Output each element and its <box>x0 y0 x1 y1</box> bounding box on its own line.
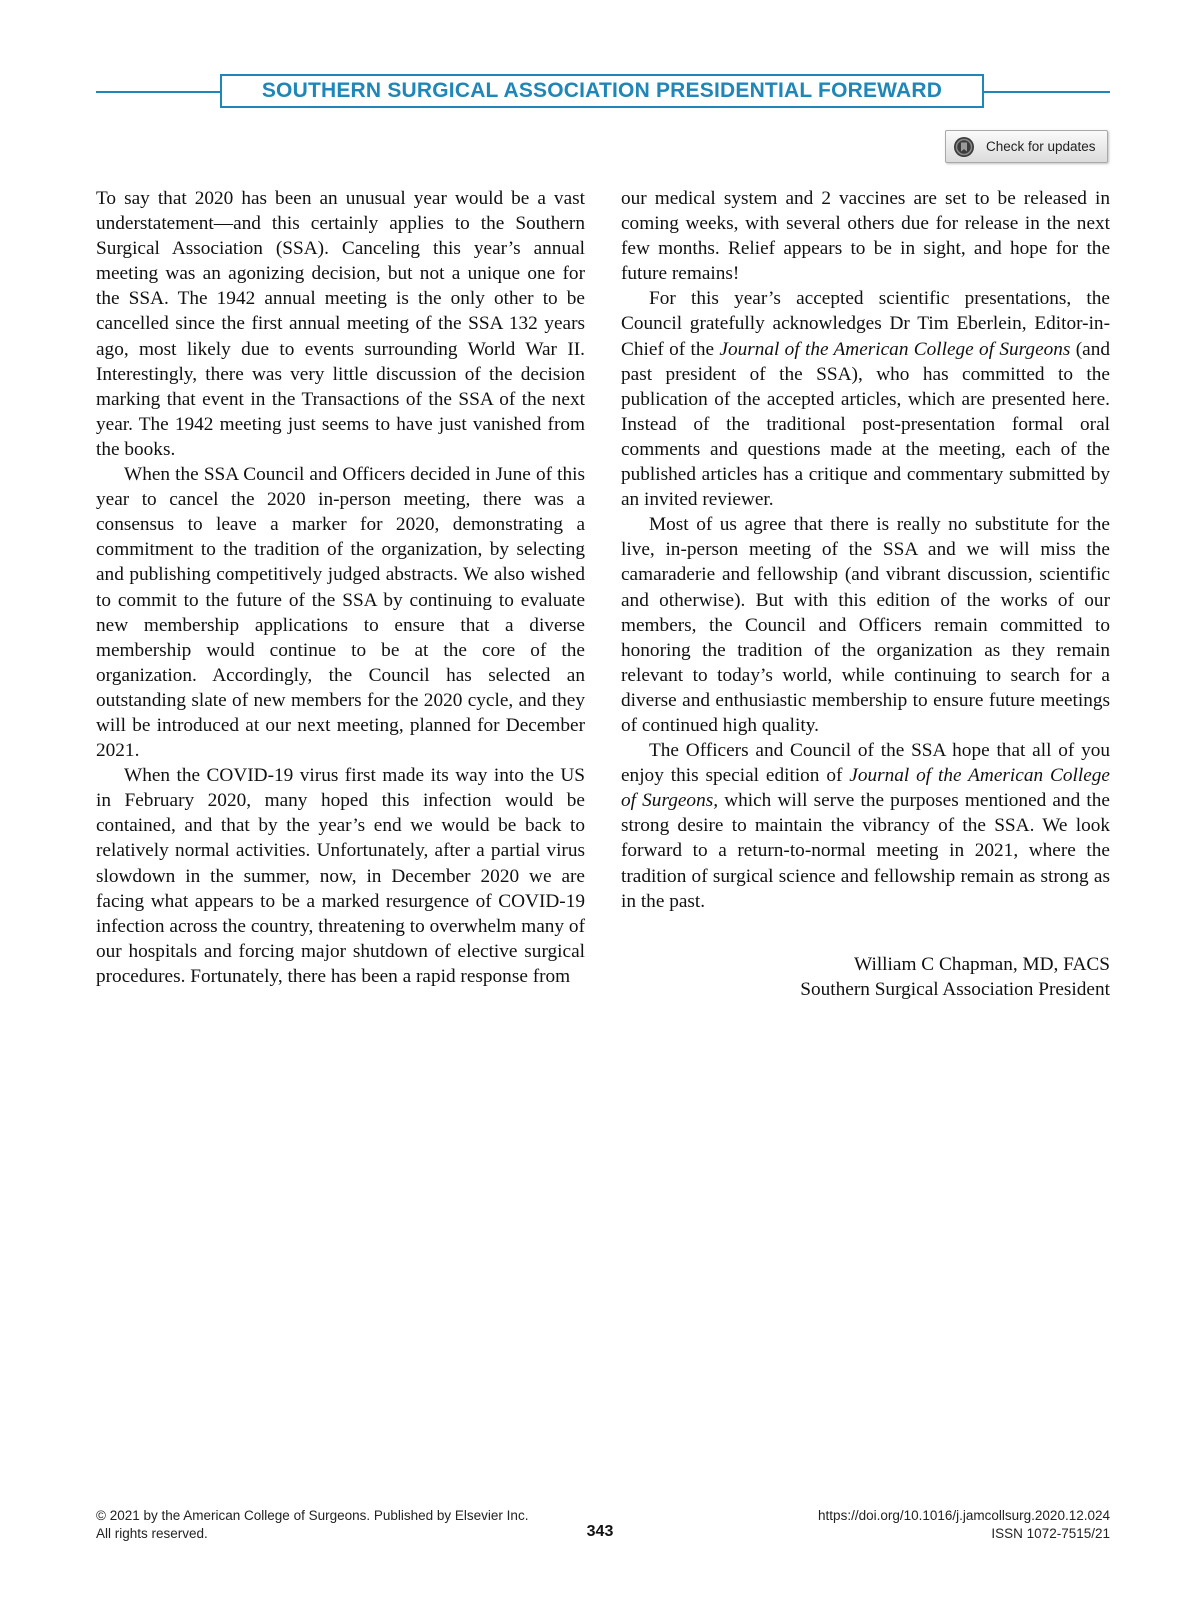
journal-title: Journal of the American College of Surgeons, <box>621 765 1110 812</box>
header-rule-left <box>96 91 220 93</box>
text-run: (and past president of the SSA), who has committed to the publication of the accepted articles, which are presented here. Instead of the traditional post-presentation formal oral comments and questions made at the meeting, each of the published articles has a critique and commentary submitted by an invited reviewer. <box>621 338 1110 511</box>
footer-copyright <box>96 1507 528 1543</box>
paragraph <box>621 286 1110 512</box>
bookmark-icon <box>954 137 974 157</box>
paragraph: our medical system and 2 vaccines are set to be released in coming weeks, with several others due for release in the next few months. Relief appears to be in sight, and hope for the future remains! <box>621 188 1110 285</box>
paragraph: When the SSA Council and Officers decided in June of this year to cancel the 2020 in-person meeting, there was a consensus to leave a marker for 2020, demonstrating a commitment to the tradition of the organization, by selecting and publishing competitively judged abstracts. We also wished to commit to the future of the SSA by continuing to evaluate new membership applications to ensure that a diverse membership would continue to be at the core of the organization. Accordingly, the Council has selected an outstanding slate of new members for the 2020 cycle, and they will be introduced at our next meeting, planned for December 2021. <box>96 464 585 762</box>
rights-text: All rights reserved. <box>96 1526 208 1541</box>
text-run: which will serve the purposes mentioned and the strong desire to maintain the vibrancy of the SSA. We look forward to a return-to-normal meeting in 2021, where the tradition of surgical science and fellowship remain as strong as in the past. <box>621 790 1110 912</box>
paragraph: Most of us agree that there is really no substitute for the live, in-person meeting of the SSA and we will miss the camaraderie and fellowship (and vibrant discussion, scientific and otherwise). But with this edition of the works of our members, the Council and Officers remain committed to honoring the tradition of the organization as they remain relevant to today’s world, while continuing to search for a diverse and enthusiastic membership to ensure future meetings of continued high quality. <box>621 514 1110 736</box>
doi-link[interactable]: https://doi.org/10.1016/j.jamcollsurg.2020.12.024 <box>818 1508 1110 1523</box>
paragraph <box>621 738 1110 914</box>
check-for-updates-button[interactable] <box>945 130 1108 163</box>
signature-title: Southern Surgical Association President <box>800 978 1110 1000</box>
article-column-right <box>621 186 1110 1002</box>
issn-text: ISSN 1072-7515/21 <box>991 1526 1110 1541</box>
article-column-left <box>96 186 585 989</box>
paragraph: When the COVID-19 virus first made its way into the US in February 2020, many hoped this infection would be contained, and that by the year’s end we would be back to relatively normal activities. Unfortunately, after a partial virus slowdown in the summer, now, in December 2020 we are facing what appears to be a marked resurgence of COVID-19 infection across the country, threatening to overwhelm many of our hospitals and forcing major shutdown of elective surgical procedures. Fortunately, there has been a rapid response from <box>96 765 585 987</box>
header-rule-right <box>984 91 1110 93</box>
copyright-text: © 2021 by the American College of Surgeons. Published by Elsevier Inc. <box>96 1508 529 1523</box>
journal-title: Journal of the American College of Surgeons <box>719 338 1071 360</box>
paragraph: To say that 2020 has been an unusual year would be a vast understatement—and this certainly applies to the Southern Surgical Association (SSA). Canceling this year’s annual meeting was an agonizing decision, but not a unique one for the SSA. The 1942 annual meeting is the only other to be cancelled since the first annual meeting of the SSA 132 years ago, most likely due to events surrounding World War II. Interestingly, there was very little discussion of the decision marking that event in the Transactions of the SSA of the next year. The 1942 meeting just seems to have just vanished from the books. <box>96 188 585 460</box>
section-title: SOUTHERN SURGICAL ASSOCIATION PRESIDENTIAL FOREWARD <box>261 79 943 102</box>
page-number: 343 <box>586 1523 614 1540</box>
text-run: The Officers and Council of the SSA hope that all of you enjoy this special edition of <box>621 740 1110 787</box>
signature-block <box>621 952 1110 1002</box>
signature-name: William C Chapman, MD, FACS <box>854 953 1110 975</box>
check-for-updates-label: Check for updates <box>986 139 1096 154</box>
text-run: For this year’s accepted scientific presentations, the Council gratefully acknowledges Dr Tim Eberlein, Editor-in-Chief of the <box>621 288 1110 360</box>
footer-identifiers <box>818 1507 1110 1543</box>
section-header <box>220 74 984 108</box>
